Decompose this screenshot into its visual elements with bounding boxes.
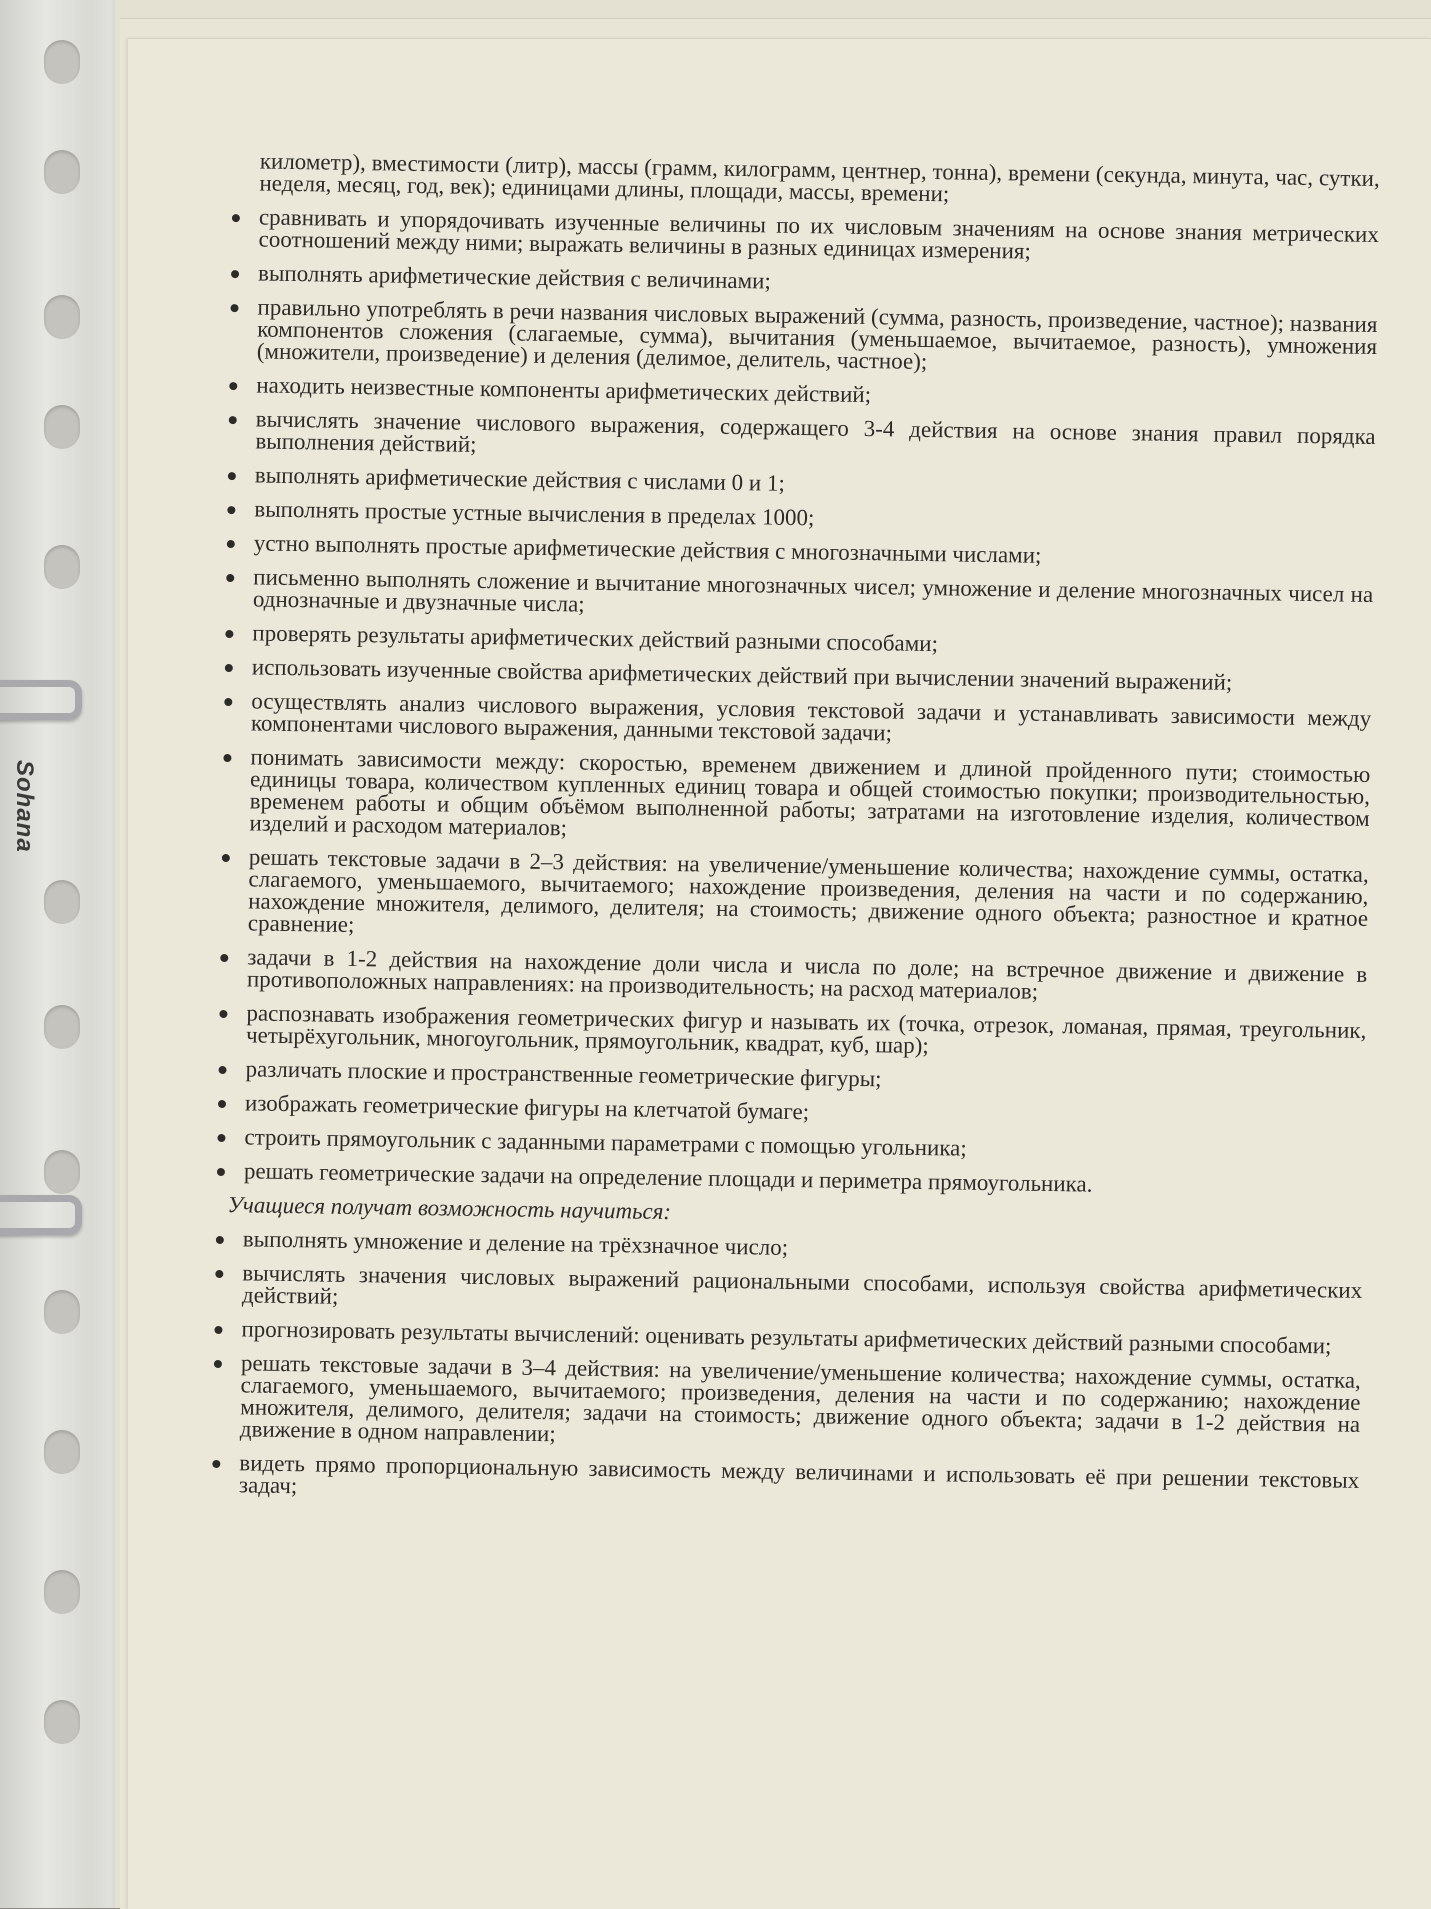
list-item: устно выполнять простые арифметические действия с многозначными числами; [254, 532, 1374, 572]
plastic-sleeve [0, 0, 130, 1908]
punch-hole [44, 880, 80, 924]
list-item: прогнозировать результаты вычислений: оценивать результаты арифметических действий разными способами; [241, 1318, 1361, 1358]
punch-hole [44, 295, 80, 339]
bullet-icon [215, 1270, 223, 1278]
bullet-icon [219, 1010, 227, 1018]
bullet-icon [225, 664, 233, 672]
list-item: видеть прямо пропорциональную зависимость между величинами и использовать её при решении текстовых задач; [239, 1452, 1360, 1514]
list-item: сравнивать и упорядочивать изученные величины по их числовым значениям на основе знания метрических соотношений между ними; выражать величины в разных единицах измерения; [258, 206, 1379, 268]
bullet-icon [227, 540, 235, 548]
bullet-icon [220, 954, 228, 962]
punch-hole [44, 1005, 80, 1049]
bullet-icon [223, 754, 231, 762]
binder-ring [0, 1195, 82, 1235]
list-item: решать геометрические задачи на определение площади и периметра прямоугольника. [244, 1160, 1364, 1200]
punch-hole [44, 545, 80, 589]
punch-hole [44, 40, 80, 84]
bullet-icon [217, 1134, 225, 1142]
bullet-icon [218, 1066, 226, 1074]
punch-hole [44, 1150, 80, 1194]
list-item: выполнять умножение и деление на трёхзначное число; [243, 1228, 1363, 1268]
brand-label: Sohana [11, 760, 38, 853]
document-text [209, 150, 1380, 1526]
bullet-icon [226, 574, 234, 582]
bullet-icon [214, 1326, 222, 1334]
bullet-icon [230, 304, 238, 312]
list-item: решать текстовые задачи в 3–4 действия: на увеличение/уменьшение количества; нахождение суммы, остатка, слагаемого, уменьшаемого, вычитаемого; произведения, деления на части и по содержанию; нахождение множителя, делимого, делителя; задачи на стоимость; движение одного объекта; задачи в 1-2 действия на движение в одном направлении; [240, 1352, 1361, 1458]
bullet-icon [214, 1360, 222, 1368]
bullet-icon [222, 854, 230, 862]
binder-ring [0, 680, 82, 720]
bullet-icon [229, 382, 237, 390]
list-item: выполнять простые устные вычисления в пределах 1000; [254, 498, 1374, 538]
bullet-icon [231, 270, 239, 278]
list-item: правильно употреблять в речи названия числовых выражений (сумма, разность, произведение, частное); названия компонентов сложения (слагаемые, сумма), вычитания (уменьшаемое, вычитаемое, разность), умножения (множители, произведение) и деления (делимое, делитель, частное); [257, 296, 1378, 380]
punch-hole [44, 405, 80, 449]
list-item: различать плоские и пространственные геометрические фигуры; [245, 1058, 1365, 1098]
list-item: понимать зависимости между: скоростью, временем движением и длиной пройденного пути; стоимостью единицы товара, количеством купленных единиц товара и общей стоимостью покупки; производительностью, временем работы и общим объёмом выполненной работы; затратами на изготовление изделия, количеством изделий и расходом материалов; [249, 746, 1370, 852]
list-item: находить неизвестные компоненты арифметических действий; [256, 374, 1376, 414]
continuation-line: километр), вместимости (литр), массы (грамм, килограмм, центнер, тонна), времени (секунда, минута, час, сутки, неделя, месяц, год, век); единицами длины, площади, массы, времени; [259, 148, 1380, 207]
bullet-icon [225, 630, 233, 638]
list-item: осуществлять анализ числового выражения, условия текстовой задачи и устанавливать зависимости между компонентами числового выражения, данными текстовой задачи; [251, 690, 1372, 752]
section-subheading: Учащиеся получат возможность научиться: [227, 1192, 672, 1225]
punch-hole [44, 1570, 80, 1614]
list-item: распознавать изображения геометрических фигур и называть их (точка, отрезок, ломаная, прямая, треугольник, четырёхугольник, многоугольник, прямоугольник, квадрат, куб, шар); [246, 1002, 1367, 1064]
list-item: строить прямоугольник с заданными параметрами с помощью угольника; [244, 1126, 1364, 1166]
bullet-icon [216, 1236, 224, 1244]
punch-hole [44, 1430, 80, 1474]
bullet-icon [229, 416, 237, 424]
bullet-icon [228, 472, 236, 480]
bullet-icon [212, 1460, 220, 1468]
list-item: выполнять арифметические действия с величинами; [258, 262, 1378, 302]
list-item: использовать изученные свойства арифметических действий при вычислении значений выражений; [252, 656, 1372, 696]
list-item: решать текстовые задачи в 2–3 действия: на увеличение/уменьшение количества; нахождение суммы, остатка, слагаемого, уменьшаемого, вычитаемого; нахождение произведения, деления на части и по содержанию, нахождение множителя, делимого, делителя; на стоимость; движение одного объекта; разностное и кратное сравнение; [248, 846, 1369, 952]
list-item: изображать геометрические фигуры на клетчатой бумаге; [245, 1092, 1365, 1132]
bullet-icon [227, 506, 235, 514]
list-item: выполнять арифметические действия с числами 0 и 1; [255, 464, 1375, 504]
bullet-icon [217, 1168, 225, 1176]
list-item: проверять результаты арифметических действий разными способами; [252, 622, 1372, 662]
bullet-icon [232, 214, 240, 222]
punch-hole [44, 150, 80, 194]
list-item: задачи в 1-2 действия на нахождение доли числа и числа по доле; на встречное движение и движение в противоположных направлениях: на производительность; на расход материалов; [247, 946, 1368, 1008]
bullet-icon [224, 698, 232, 706]
list-item: вычислять значение числового выражения, содержащего 3-4 действия на основе знания правил порядка выполнения действий; [255, 408, 1376, 470]
punch-hole [44, 1290, 80, 1334]
list-item: письменно выполнять сложение и вычитание многозначных чисел; умножение и деление многозначных чисел на однозначные и двузначные числа; [253, 566, 1374, 628]
list-item: вычислять значения числовых выражений рациональными способами, используя свойства арифметических действий; [242, 1262, 1363, 1324]
bullet-icon [218, 1100, 226, 1108]
punch-hole [44, 1700, 80, 1744]
